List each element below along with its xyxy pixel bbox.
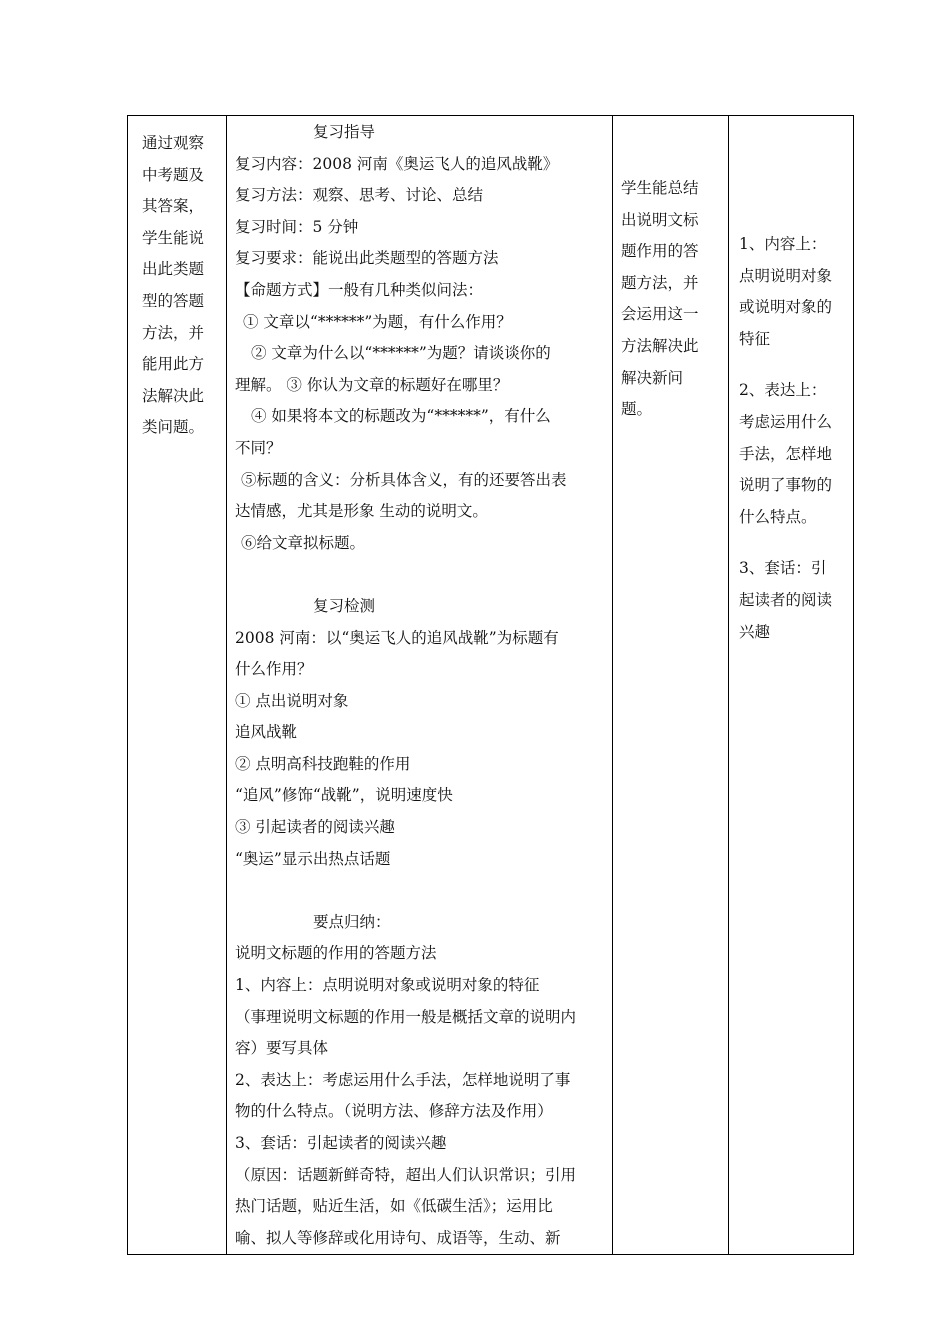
- point-line: 手法，怎样地: [739, 444, 833, 463]
- student-column: [613, 116, 729, 1255]
- goal-line: 型的答题: [142, 291, 205, 310]
- guide-time: 复习时间：5 分钟: [235, 217, 359, 236]
- point-line: 2、表达上：: [739, 381, 827, 400]
- check-answer: ③ 引起读者的阅读兴趣: [235, 818, 395, 837]
- goal-line: 其答案，: [142, 197, 205, 216]
- pattern-question: ② 文章为什么以“******”为题？请谈谈你的: [251, 344, 551, 363]
- blank-line: [235, 559, 606, 591]
- summary-title: 说明文标题的作用的答题方法: [235, 944, 437, 963]
- points-cell: [729, 116, 853, 648]
- point-line: 3、套话：引: [739, 559, 827, 578]
- point-line: 或说明对象的: [739, 298, 833, 317]
- goal-line: 法解决此: [142, 386, 205, 405]
- goal-column: [128, 116, 227, 1255]
- points-column: [729, 116, 854, 1255]
- point-line: 特征: [739, 329, 771, 348]
- check-answer-detail: “追风”修饰“战靴”，说明速度快: [235, 786, 453, 805]
- main-column: [227, 116, 613, 1255]
- guide-content: 复习内容：2008 河南《奥运飞人的追风战靴》: [235, 154, 559, 173]
- summary-heading: 要点归纳：: [313, 912, 391, 931]
- student-line: 学生能总结: [621, 179, 699, 197]
- point-content: [739, 229, 849, 355]
- summary-point: 1、内容上：点明说明对象或说明对象的特征: [235, 976, 540, 995]
- student-cell: [613, 116, 728, 426]
- guide-requirement: 复习要求：能说出此类题型的答题方法: [235, 249, 499, 268]
- goal-line: 方法，并: [142, 323, 205, 342]
- pattern-question: ① 文章以“******”为题，有什么作用？: [243, 312, 512, 331]
- point-line: 1、内容上：: [739, 235, 827, 253]
- summary-point: 物的什么特点。（说明方法、修辞方法及作用）: [235, 1102, 553, 1121]
- point-line: 考虑运用什么: [739, 412, 833, 431]
- pattern-question: ⑥给文章拟标题。: [241, 533, 366, 552]
- blank-line: [235, 875, 606, 907]
- check-heading: 复习检测: [313, 596, 376, 615]
- guide-method: 复习方法：观察、思考、讨论、总结: [235, 186, 484, 205]
- pattern-intro: 【命题方式】一般有几种类似问法：: [235, 280, 484, 299]
- point-line: 说明了事物的: [739, 476, 833, 495]
- point-line: 点明说明对象: [739, 266, 833, 285]
- student-line: 题作用的答: [621, 242, 699, 261]
- pattern-question: 理解。 ③ 你认为文章的标题好在哪里？: [235, 375, 509, 394]
- goal-line: 学生能说: [142, 228, 205, 247]
- main-cell: [227, 116, 612, 1254]
- guide-heading: 复习指导: [313, 123, 376, 141]
- summary-note: （原因：话题新鲜奇特，超出人们认识常识；引用: [235, 1165, 577, 1184]
- goal-line: 类问题。: [142, 418, 205, 437]
- point-line: 兴趣: [739, 622, 771, 641]
- pattern-question: 不同？: [235, 438, 282, 457]
- goal-cell: [128, 116, 226, 444]
- check-question: 什么作用？: [235, 660, 313, 679]
- summary-note: （事理说明文标题的作用一般是概括文章的说明内: [235, 1007, 577, 1026]
- point-formula: [739, 553, 849, 648]
- pattern-question: 达情感，尤其是形象 生动的说明文。: [235, 502, 488, 521]
- summary-point: 2、表达上：考虑运用什么手法，怎样地说明了事: [235, 1070, 571, 1089]
- check-answer-detail: 追风战靴: [235, 723, 298, 742]
- student-line: 题。: [621, 400, 653, 419]
- point-line: 什么特点。: [739, 507, 817, 526]
- check-answer: ① 点出说明对象: [235, 691, 349, 710]
- goal-line: 出此类题: [142, 260, 205, 279]
- goal-line: 中考题及: [142, 165, 205, 184]
- table-row: [128, 116, 854, 1255]
- summary-note: 热门话题，贴近生活，如《低碳生活》；运用比: [235, 1197, 553, 1216]
- summary-note: 容）要写具体: [235, 1039, 329, 1058]
- goal-line: 能用此方: [142, 355, 205, 374]
- lesson-plan-table: [127, 115, 854, 1255]
- summary-point: 3、套话：引起读者的阅读兴趣: [235, 1134, 447, 1152]
- goal-line: 通过观察: [142, 134, 205, 152]
- student-line: 解决新问: [621, 368, 684, 387]
- point-line: 起读者的阅读: [739, 590, 833, 609]
- summary-note: 喻、拟人等修辞或化用诗句、成语等，生动、新: [235, 1228, 561, 1247]
- check-question: 2008 河南：以“奥运飞人的追风战靴”为标题有: [235, 628, 559, 647]
- pattern-question: ④ 如果将本文的标题改为“******”，有什么: [251, 407, 551, 426]
- student-line: 会运用这一: [621, 305, 699, 324]
- pattern-question: ⑤标题的含义：分析具体含义，有的还要答出表: [241, 470, 567, 489]
- student-line: 题方法，并: [621, 273, 699, 292]
- point-expression: [739, 375, 849, 533]
- student-line: 出说明文标: [621, 210, 699, 229]
- student-line: 方法解决此: [621, 336, 699, 355]
- check-answer: ② 点明高科技跑鞋的作用: [235, 754, 411, 773]
- check-answer-detail: “奥运”显示出热点话题: [235, 849, 391, 868]
